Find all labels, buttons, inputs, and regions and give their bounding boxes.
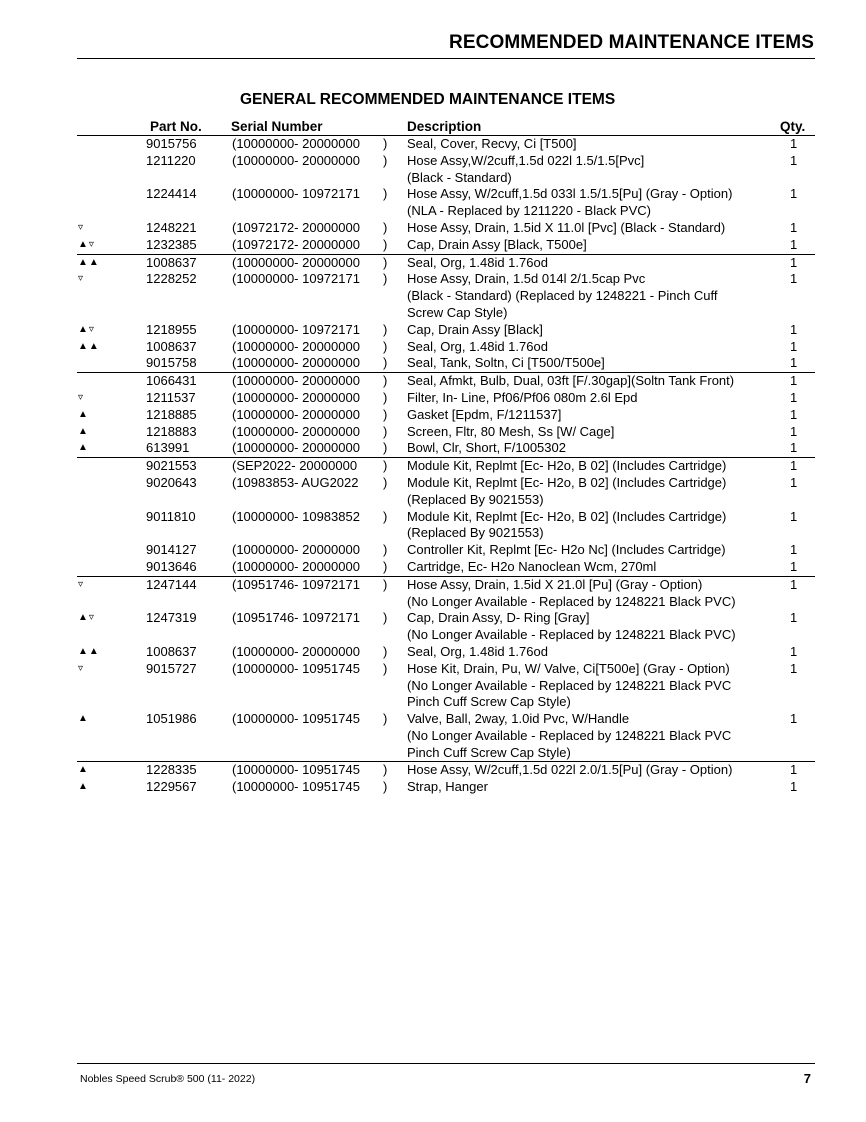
table-row (0, 186, 866, 220)
table-row (0, 440, 866, 457)
quantity: 1 (790, 423, 798, 439)
table-row (77, 576, 815, 611)
description-line: Valve, Ball, 2way, 1.0id Pvc, W/Handle (407, 711, 630, 727)
description (407, 475, 726, 509)
serial-range: (10000000- 20000000 (232, 406, 360, 422)
serial-number (232, 762, 388, 779)
serial-close-paren: ) (383, 219, 388, 235)
serial-number (232, 271, 388, 288)
serial-number (232, 660, 388, 678)
serial-range: (10000000- 20000000 (232, 136, 360, 151)
description (407, 779, 488, 796)
serial-number (232, 474, 388, 492)
part-number: 1228252 (146, 271, 197, 287)
serial-number (232, 338, 388, 356)
description-line: Hose Assy, Drain, 1.5id X 11.0l [Pvc] (Black - Standard) (407, 219, 726, 235)
serial-close-paren: ) (383, 254, 388, 270)
serial-close-paren: ) (383, 152, 388, 168)
serial-number (232, 423, 388, 441)
description (407, 577, 736, 611)
part-number: 1008637 (146, 643, 197, 659)
table-row (0, 390, 866, 407)
description (407, 339, 548, 356)
serial-close-paren: ) (383, 643, 388, 659)
quantity: 1 (790, 152, 798, 168)
table-row (77, 254, 815, 272)
description-line: Hose Assy, Drain, 1.5id X 21.0l [Pu] (Gray - Option) (407, 576, 703, 592)
description-line: Gasket [Epdm, F/1211537] (407, 406, 562, 422)
symbol-marker: ▲ (78, 408, 89, 420)
description (407, 390, 638, 407)
table-row (0, 355, 866, 372)
part-number: 9014127 (146, 542, 197, 558)
description (407, 542, 726, 559)
serial-close-paren: ) (383, 610, 388, 626)
description-line: (Replaced By 9021553) (407, 491, 544, 507)
description-line: Seal, Org, 1.48id 1.76od (407, 338, 548, 354)
serial-close-paren: ) (383, 474, 388, 490)
description (407, 186, 732, 220)
serial-range: (10972172- 20000000 (232, 219, 360, 235)
description (407, 237, 587, 254)
part-number: 1218885 (146, 406, 197, 422)
quantity: 1 (790, 236, 798, 252)
serial-range: (10000000- 20000000 (232, 254, 360, 270)
quantity: 1 (790, 440, 798, 456)
serial-close-paren: ) (383, 440, 388, 456)
serial-range: (10951746- 10972171 (232, 610, 360, 626)
quantity: 1 (790, 186, 798, 202)
quantity: 1 (790, 508, 798, 524)
table-row (0, 271, 866, 321)
serial-close-paren: ) (383, 136, 388, 151)
table-row (0, 644, 866, 661)
serial-range: (10000000- 20000000 (232, 152, 360, 168)
table-row (0, 220, 866, 237)
description-line: Seal, Cover, Recvy, Ci [T500] (407, 136, 577, 151)
column-header-serial-number: Serial Number (231, 119, 323, 134)
serial-close-paren: ) (383, 186, 388, 202)
symbol-marker: ▿ (78, 391, 85, 403)
serial-close-paren: ) (383, 423, 388, 439)
description (407, 136, 577, 153)
description-line: Screen, Fltr, 80 Mesh, Ss [W/ Cage] (407, 423, 615, 439)
part-number: 1008637 (146, 338, 197, 354)
quantity: 1 (790, 338, 798, 354)
page-number: 7 (803, 1071, 811, 1086)
description (407, 407, 561, 424)
quantity: 1 (790, 254, 798, 270)
quantity: 1 (790, 389, 798, 405)
description-line: (Black - Standard) (Replaced by 1248221 - Pinch Cuff (407, 288, 718, 304)
serial-range: (10983853- AUG2022 (232, 474, 359, 490)
serial-range: (10000000- 20000000 (232, 542, 360, 558)
serial-number (232, 152, 388, 170)
description-line: Strap, Hanger (407, 779, 488, 795)
serial-number (232, 558, 388, 576)
serial-range: (10000000- 20000000 (232, 389, 360, 405)
serial-range: (10000000- 10983852 (232, 508, 360, 524)
quantity: 1 (790, 610, 798, 626)
description (407, 458, 726, 475)
symbol-marker: ▿ (78, 221, 85, 233)
serial-close-paren: ) (383, 321, 388, 337)
part-number: 1228335 (146, 762, 197, 778)
symbol-marker: ▲▿ (78, 238, 95, 250)
serial-range: (10000000- 20000000 (232, 355, 360, 371)
quantity: 1 (790, 406, 798, 422)
part-number: 1218955 (146, 321, 197, 337)
quantity: 1 (790, 373, 798, 389)
description (407, 644, 548, 661)
symbol-marker: ▿ (78, 578, 85, 590)
serial-close-paren: ) (383, 458, 388, 474)
table-row (0, 542, 866, 559)
description-line: Pinch Cuff Screw Cap Style) (407, 744, 571, 760)
serial-number (232, 458, 388, 475)
description-line: Hose Assy,W/2cuff,1.5d 022l 1.5/1.5[Pvc] (407, 152, 645, 168)
description-line: Seal, Afmkt, Bulb, Dual, 03ft [F/.30gap](Soltn Tank Front) (407, 373, 735, 389)
table-row (0, 153, 866, 187)
part-number: 1066431 (146, 373, 197, 389)
serial-close-paren: ) (383, 542, 388, 558)
description (407, 153, 644, 187)
description (407, 424, 614, 441)
quantity: 1 (790, 136, 798, 151)
description (407, 762, 732, 779)
symbol-marker: ▿ (78, 662, 85, 674)
serial-number (232, 136, 388, 153)
serial-close-paren: ) (383, 355, 388, 371)
quantity: 1 (790, 779, 798, 795)
serial-range: (10000000- 10951745 (232, 762, 360, 778)
table-row (0, 610, 866, 644)
serial-range: (10000000- 20000000 (232, 643, 360, 659)
description-line: Module Kit, Replmt [Ec- H2o, B 02] (Includes Cartridge) (407, 508, 727, 524)
part-number: 1008637 (146, 254, 197, 270)
description-line: Cartridge, Ec- H2o Nanoclean Wcm, 270ml (407, 558, 657, 574)
serial-close-paren: ) (383, 406, 388, 422)
description (407, 271, 717, 321)
part-number: 1224414 (146, 186, 197, 202)
table-row (0, 407, 866, 424)
quantity: 1 (790, 355, 798, 371)
description (407, 220, 725, 237)
parts-table (0, 136, 866, 796)
serial-range: (10000000- 10972171 (232, 271, 360, 287)
table-row (0, 322, 866, 339)
serial-number (232, 254, 388, 272)
symbol-marker: ▿ (78, 273, 85, 285)
part-number: 9020643 (146, 474, 197, 490)
part-number: 1218883 (146, 423, 197, 439)
quantity: 1 (790, 558, 798, 574)
quantity: 1 (790, 321, 798, 337)
symbol-marker: ▲ (78, 713, 89, 725)
serial-close-paren: ) (383, 236, 388, 252)
table-row (0, 237, 866, 254)
part-number: 9011810 (146, 508, 196, 524)
serial-number (232, 373, 388, 390)
part-number: 9021553 (146, 458, 197, 474)
quantity: 1 (790, 219, 798, 235)
part-number: 1211537 (146, 389, 196, 405)
serial-range: (10000000- 10972171 (232, 186, 360, 202)
serial-number (232, 610, 388, 627)
description-line: Seal, Tank, Soltn, Ci [T500/T500e] (407, 355, 605, 371)
serial-number (232, 186, 388, 203)
serial-range: (10000000- 10951745 (232, 660, 360, 676)
serial-range: (10972172- 20000000 (232, 236, 360, 252)
serial-number (232, 576, 388, 594)
symbol-marker: ▲ (78, 442, 89, 454)
part-number: 1229567 (146, 779, 197, 795)
serial-close-paren: ) (383, 660, 388, 676)
column-header-qty: Qty. (780, 119, 806, 134)
description-line: (No Longer Available - Replaced by 1248221 Black PVC (407, 727, 732, 743)
description (407, 559, 656, 576)
description-line: (No Longer Available - Replaced by 1248221 Black PVC) (407, 593, 736, 609)
serial-close-paren: ) (383, 271, 388, 287)
quantity: 1 (790, 660, 798, 676)
serial-range: (SEP2022- 20000000 (232, 458, 358, 474)
part-number: 9015727 (146, 660, 197, 676)
description-line: Pinch Cuff Screw Cap Style) (407, 694, 571, 710)
quantity: 1 (790, 542, 798, 558)
description-line: (Replaced By 9021553) (407, 525, 544, 541)
quantity: 1 (790, 474, 798, 490)
serial-close-paren: ) (383, 389, 388, 405)
description-line: (No Longer Available - Replaced by 1248221 Black PVC) (407, 627, 736, 643)
description (407, 255, 548, 272)
description-line: (Black - Standard) (407, 169, 512, 185)
serial-range: (10000000- 10951745 (232, 711, 360, 727)
serial-number (232, 321, 388, 339)
description-line: Cap, Drain Assy [Black, T500e] (407, 236, 587, 252)
description-line: Filter, In- Line, Pf06/Pf06 080m 2.6l Epd (407, 389, 638, 405)
serial-number (232, 440, 388, 457)
description (407, 373, 734, 390)
serial-range: (10000000- 20000000 (232, 558, 360, 574)
table-row (77, 761, 815, 779)
table-row (0, 424, 866, 441)
part-number: 1247319 (146, 610, 197, 626)
serial-close-paren: ) (383, 711, 388, 727)
serial-close-paren: ) (383, 338, 388, 354)
footer-document-info: Nobles Speed Scrub® 500 (11- 2022) (80, 1073, 256, 1085)
symbol-marker: ▲ (78, 781, 89, 793)
description-line: Hose Assy, Drain, 1.5d 014l 2/1.5cap Pvc (407, 271, 646, 287)
column-header-description: Description (407, 119, 482, 134)
description-line: Hose Assy, W/2cuff,1.5d 033l 1.5/1.5[Pu] (Gray - Option) (407, 186, 733, 202)
part-number: 1247144 (146, 576, 197, 592)
serial-close-paren: ) (383, 576, 388, 592)
quantity: 1 (790, 458, 798, 474)
serial-close-paren: ) (383, 779, 388, 795)
symbol-marker: ▲▿ (78, 323, 95, 335)
serial-close-paren: ) (383, 508, 388, 524)
serial-number (232, 508, 388, 526)
part-number: 9015758 (146, 355, 197, 371)
serial-number (232, 236, 388, 254)
serial-number (232, 711, 388, 728)
symbol-marker: ▲▿ (78, 612, 95, 624)
serial-range: (10000000- 10972171 (232, 321, 360, 337)
section-title: GENERAL RECOMMENDED MAINTENANCE ITEMS (240, 91, 616, 108)
description-line: Controller Kit, Replmt [Ec- H2o Nc] (Includes Cartridge) (407, 542, 726, 558)
table-row (77, 372, 815, 390)
symbol-marker: ▲▲ (78, 256, 100, 268)
description (407, 440, 566, 457)
description (407, 509, 726, 543)
description-line: Seal, Org, 1.48id 1.76od (407, 254, 548, 270)
serial-close-paren: ) (383, 762, 388, 778)
symbol-marker: ▲▲ (78, 340, 100, 352)
serial-range: (10000000- 20000000 (232, 423, 360, 439)
description-line: Cap, Drain Assy [Black] (407, 321, 543, 337)
description (407, 661, 731, 711)
serial-close-paren: ) (383, 373, 388, 389)
part-number: 9013646 (146, 558, 197, 574)
table-row (0, 661, 866, 711)
quantity: 1 (790, 762, 798, 778)
description-line: Bowl, Clr, Short, F/1005302 (407, 440, 566, 456)
serial-range: (10951746- 10972171 (232, 576, 360, 592)
quantity: 1 (790, 643, 798, 659)
description-line: Seal, Org, 1.48id 1.76od (407, 643, 548, 659)
part-number: 1248221 (146, 219, 197, 235)
table-row (0, 339, 866, 356)
part-number: 9015756 (146, 136, 197, 151)
serial-number (232, 542, 388, 559)
serial-number (232, 389, 388, 407)
description-line: Hose Kit, Drain, Pu, W/ Valve, Ci[T500e] (Gray - Option) (407, 660, 730, 676)
description-line: Module Kit, Replmt [Ec- H2o, B 02] (Includes Cartridge) (407, 458, 727, 474)
description-line: Screw Cap Style) (407, 304, 508, 320)
footer-divider (77, 1063, 815, 1064)
part-number: 1211220 (146, 152, 196, 168)
quantity: 1 (790, 576, 798, 592)
serial-number (232, 406, 388, 424)
description (407, 322, 543, 339)
part-number: 1051986 (146, 711, 197, 727)
serial-range: (10000000- 20000000 (232, 338, 360, 354)
serial-number (232, 355, 388, 372)
serial-close-paren: ) (383, 558, 388, 574)
symbol-marker: ▲ (78, 425, 89, 437)
table-row (0, 136, 866, 153)
part-number: 613991 (146, 440, 190, 456)
quantity: 1 (790, 271, 798, 287)
description (407, 355, 605, 372)
serial-number (232, 219, 388, 237)
description-line: (No Longer Available - Replaced by 1248221 Black PVC (407, 677, 732, 693)
description-line: Cap, Drain Assy, D- Ring [Gray] (407, 610, 590, 626)
symbol-marker: ▲▲ (78, 645, 100, 657)
quantity: 1 (790, 711, 798, 727)
symbol-marker: ▲ (78, 764, 89, 776)
description (407, 711, 731, 761)
description-line: (NLA - Replaced by 1211220 - Black PVC) (407, 203, 651, 219)
table-row (0, 509, 866, 543)
table-row (0, 779, 866, 796)
serial-range: (10000000- 20000000 (232, 373, 360, 389)
part-number: 1232385 (146, 236, 197, 252)
table-row (0, 711, 866, 761)
table-row (0, 475, 866, 509)
page-title: RECOMMENDED MAINTENANCE ITEMS (449, 32, 814, 53)
serial-range: (10000000- 10951745 (232, 779, 360, 795)
description (407, 610, 736, 644)
column-header-part-no: Part No. (150, 119, 202, 134)
description-line: Hose Assy, W/2cuff,1.5d 022l 2.0/1.5[Pu] (Gray - Option) (407, 762, 733, 778)
description-line: Module Kit, Replmt [Ec- H2o, B 02] (Includes Cartridge) (407, 474, 727, 490)
serial-range: (10000000- 20000000 (232, 440, 360, 456)
serial-number (232, 643, 388, 661)
title-divider (77, 58, 815, 59)
table-row (77, 457, 815, 475)
serial-number (232, 779, 388, 796)
table-row (0, 559, 866, 576)
